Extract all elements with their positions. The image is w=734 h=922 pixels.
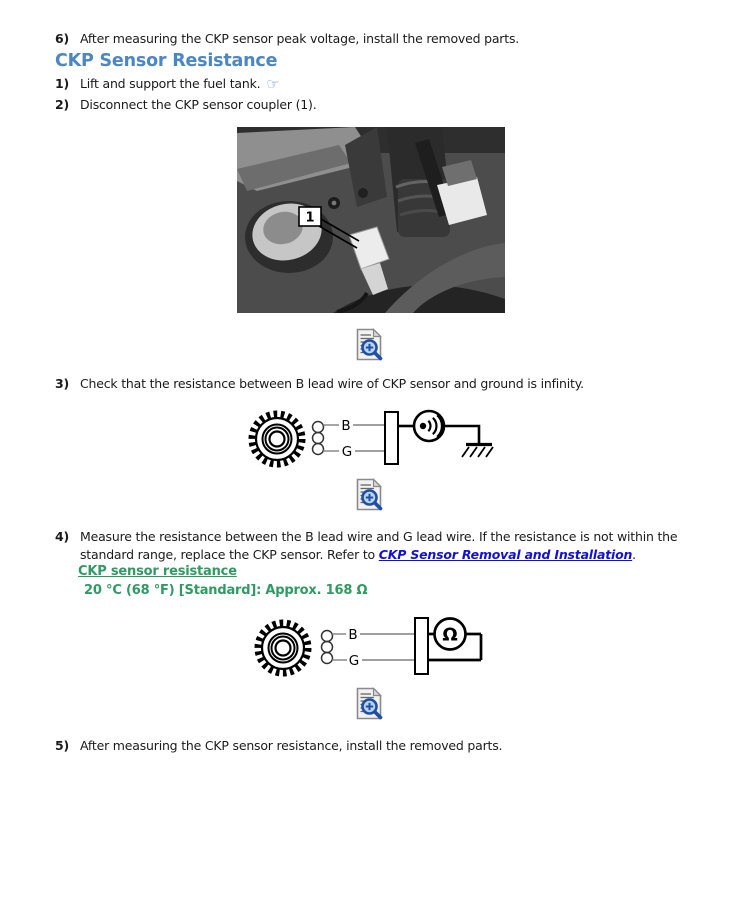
- step-number: 4): [55, 529, 70, 544]
- reluctor-gear-icon: [252, 414, 302, 464]
- lead-wires: [332, 634, 415, 660]
- ground-symbol: [462, 445, 493, 458]
- step-text-suffix: .: [632, 547, 636, 562]
- pickup-coil-symbol: [322, 631, 333, 664]
- g-wire-label: G: [341, 444, 353, 460]
- continuity-tester-icon: [414, 411, 444, 441]
- step-number: 2): [55, 97, 70, 112]
- b-wire-label: B: [348, 627, 358, 643]
- step-text: Disconnect the CKP sensor coupler (1).: [80, 97, 317, 112]
- continuity-test-diagram: [243, 399, 495, 481]
- ohmmeter-icon: [435, 619, 466, 650]
- connector-symbol: [385, 412, 398, 464]
- step-number: 5): [55, 738, 70, 753]
- reluctor-gear-icon: [258, 623, 308, 673]
- step-text-content: Lift and support the fuel tank.: [80, 76, 261, 91]
- step-item-4: [55, 528, 677, 564]
- step-number: 3): [55, 376, 70, 391]
- step-text-line1: Measure the resistance between the B lead wire and G lead wire. If the resistance is not within the: [80, 529, 678, 544]
- ckp-sensor-photo: [237, 127, 505, 313]
- ckp-removal-installation-link[interactable]: CKP Sensor Removal and Installation: [378, 547, 633, 562]
- lead-wires: [323, 425, 385, 451]
- step-text: After measuring the CKP sensor resistance, install the removed parts.: [80, 738, 503, 753]
- step-item-2: [55, 96, 316, 114]
- spec-title: CKP sensor resistance: [78, 564, 237, 579]
- engine-bay-illustration: [237, 127, 505, 313]
- step-item-6: [55, 30, 519, 48]
- step-text: [80, 75, 280, 93]
- step-item-1: [55, 75, 280, 93]
- resistance-test-diagram: [243, 606, 495, 690]
- step-text: Check that the resistance between B lead wire of CKP sensor and ground is infinity.: [80, 376, 584, 391]
- zoom-document-icon[interactable]: [354, 687, 384, 721]
- step-number: 1): [55, 76, 70, 91]
- spec-value: 20 °C (68 °F) [Standard]: Approx. 168 Ω: [84, 583, 368, 598]
- g-wire-label: G: [348, 653, 360, 669]
- step-text: [80, 528, 677, 564]
- b-wire-label: B: [341, 418, 351, 434]
- step-item-5: [55, 737, 502, 755]
- section-title: CKP Sensor Resistance: [55, 51, 278, 71]
- zoom-document-icon[interactable]: [354, 478, 384, 512]
- step-number: 6): [55, 31, 70, 46]
- ohm-symbol: Ω: [442, 624, 458, 646]
- pickup-coil-symbol: [313, 422, 324, 455]
- zoom-document-icon[interactable]: [354, 328, 384, 362]
- connector-symbol: [415, 618, 428, 674]
- step-item-3: [55, 375, 584, 393]
- step-text: After measuring the CKP sensor peak voltage, install the removed parts.: [80, 31, 520, 46]
- step-text-line2: standard range, replace the CKP sensor. Refer to: [80, 547, 379, 562]
- pointing-hand-reference-icon[interactable]: ☞: [266, 75, 280, 93]
- callout-label: 1: [305, 210, 315, 226]
